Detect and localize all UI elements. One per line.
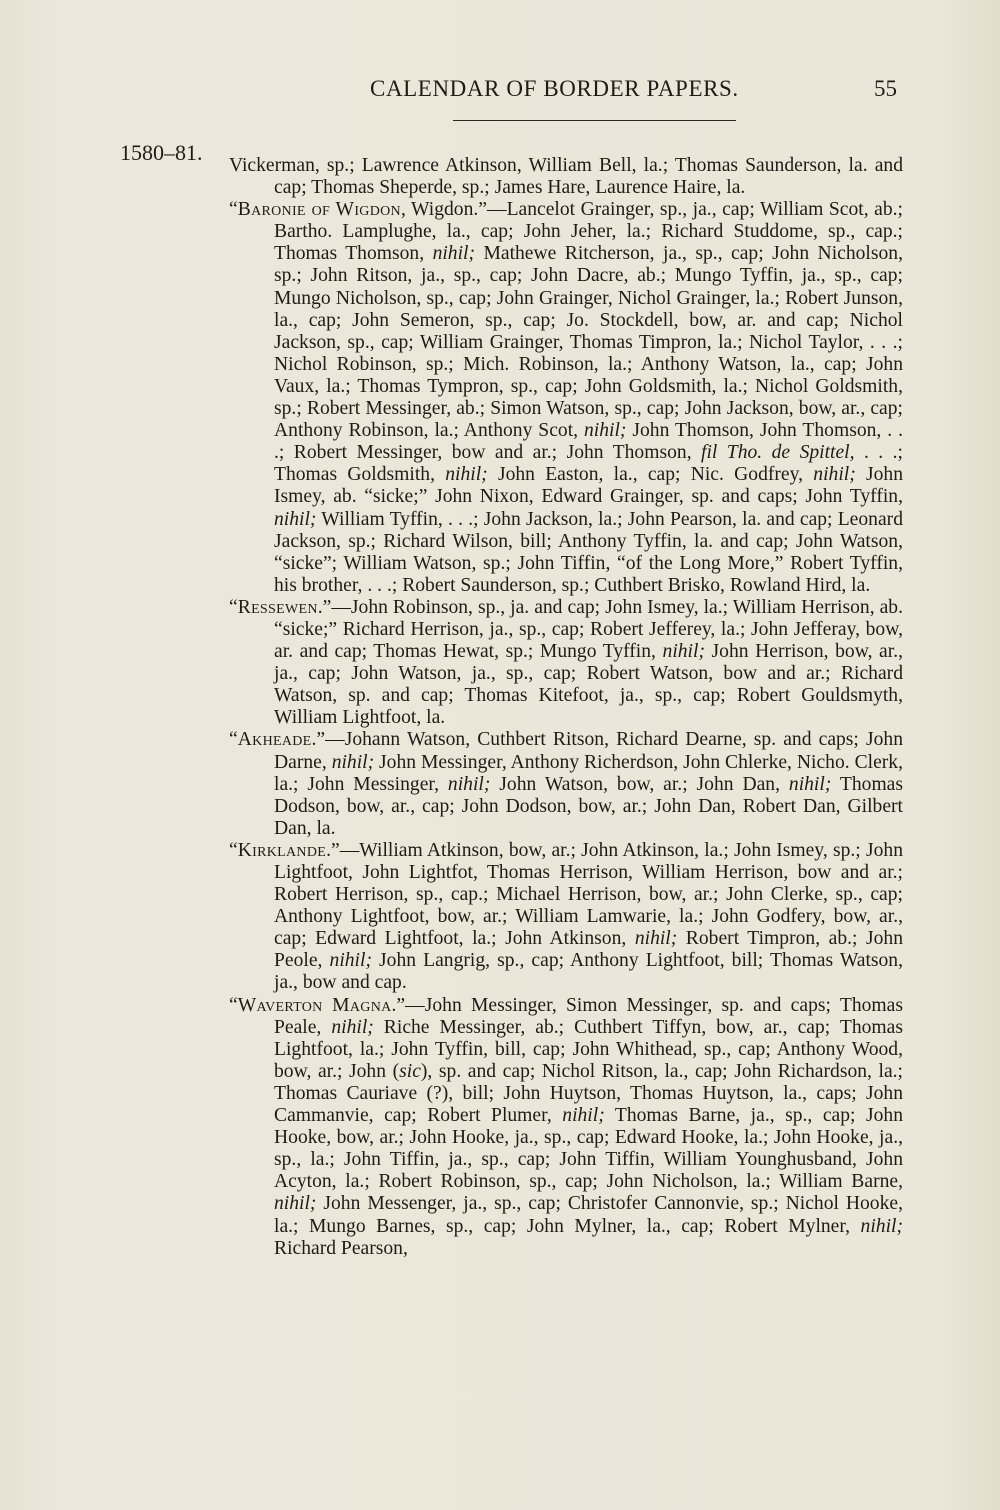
- italic-text: nihil;: [445, 464, 488, 486]
- entry-paragraph: [229, 597, 903, 730]
- entry-paragraph: [229, 995, 903, 1260]
- text-run: Thomas Barne, ja., sp., cap; John Hooke, bow, ar.; John Hooke, ja., sp., cap; Edward Hooke, la.; John Hooke, ja., sp., la.; John Tiffin, ja., sp., cap; John Tiffin, William Younghusband, John Acyton, la.; Robert Robinson, sp., cap; John Nicholson, la.; William Barne,: [274, 1105, 903, 1193]
- italic-text: nihil;: [813, 464, 856, 486]
- header-rule: [453, 120, 736, 121]
- place-heading: Kirklande: [237, 839, 327, 861]
- text-run: .”—John Robinson, sp., ja. and cap; John Ismey, la.; William Herrison, ab. “sicke;” Richard Herrison, ja., sp., cap; Robert Jefferey, la.; John Jefferay, bow, ar. and cap; Thomas Hewat, sp.; Mungo Tyffin,: [274, 596, 903, 663]
- italic-text: nihil;: [331, 751, 375, 773]
- place-heading: Baronie of Wigdon: [237, 199, 401, 221]
- text-run: John Thomson, John Thomson, . . .; Robert Messinger, bow and ar.; John Thomson,: [274, 420, 903, 464]
- place-heading: Waverton Magna: [237, 994, 392, 1016]
- text-run: “: [229, 839, 238, 861]
- entry-paragraph: [229, 840, 903, 995]
- italic-text: nihil;: [860, 1215, 903, 1237]
- italic-text: nihil;: [274, 508, 317, 530]
- text-run: .”—Johann Watson, Cuthbert Ritson, Richard Dearne, sp. and caps; John Darne,: [274, 729, 903, 773]
- text-run: Mathewe Ritcherson, ja., sp., cap; John Nicholson, sp.; John Ritson, ja., sp., cap; John Dacre, ab.; Mungo Tyffin, ja., sp., cap; Mungo Nicholson, sp., cap; John Grainger, Nichol Grainger, la.; Robert Junson, la., cap; John Semeron, sp., cap; Jo. Stockdell, bow, ar. and cap; Nichol Jackson, sp., cap; William Grainger, Thomas Timpron, la.; Nichol Taylor, . . .; Nichol Robinson, sp.; Mich. Robinson, la.; Anthony Watson, la., cap; John Vaux, la.; Thomas Tympron, sp., cap; John Goldsmith, la.; Nichol Goldsmith, sp.; Robert Messinger, ab.; Simon Watson, sp., cap; John Jackson, bow, ar., cap; Anthony Robinson, la.; Anthony Scot,: [274, 243, 903, 442]
- text-run: “: [229, 994, 238, 1016]
- page-number: 55: [874, 76, 897, 101]
- text-run: John Herrison, bow, ar., ja., cap; John Watson, ja., sp., cap; Robert Watson, bow and ar.; Richard Watson, sp. and cap; Thomas Kitefoot, ja., sp., cap; Robert Gouldsmyth, William Lightfoot, la.: [274, 641, 903, 729]
- italic-text: nihil;: [432, 243, 476, 265]
- entry-paragraph: [229, 199, 903, 597]
- italic-text: nihil;: [788, 773, 832, 795]
- text-run: John Easton, la., cap; Nic. Godfrey,: [487, 464, 814, 486]
- italic-text: nihil;: [329, 950, 372, 972]
- running-head: [0, 76, 1000, 110]
- text-run: “: [229, 729, 238, 751]
- text-run: Thomas Dodson, bow, ar., cap; John Dodson, bow, ar.; John Dan, Robert Dan, Gilbert Dan, la.: [274, 773, 904, 839]
- text-run: , Wigdon.”—Lancelot Grainger, sp., ja., cap; William Scot, ab.; Bartho. Lamplughe, la., cap; John Jeher, la.; Richard Studdome, sp., cap.; Thomas Thomson,: [274, 199, 903, 265]
- italic-text: nihil;: [634, 928, 678, 950]
- text-run: John Messinger, Anthony Richerdson, John Chlerke, Nicho. Clerk, la.; John Messinger,: [274, 751, 903, 795]
- text-run: Robert Timpron, ab.; John Peole,: [274, 928, 903, 972]
- italic-text: nihil;: [331, 1016, 374, 1038]
- italic-text: nihil;: [562, 1105, 605, 1127]
- entry-paragraph: [229, 729, 903, 839]
- italic-text: fil Tho. de Spittel,: [701, 442, 855, 464]
- text-run: Riche Messinger, ab.; Cuthbert Tiffyn, bow, ar., cap; Thomas Lightfoot, la.; John Tyffin, bill, cap; John Whithead, sp., cap; Anthony Wood, bow, ar.; John (: [274, 1016, 903, 1082]
- text-run: John Messenger, ja., sp., cap; Christofer Cannonvie, sp.; Nichol Hooke, la.; Mungo Barnes, sp., cap; John Mylner, la., cap; Robert Mylner,: [274, 1193, 903, 1237]
- place-heading: Akheade: [237, 729, 312, 751]
- text-run: .”—John Messinger, Simon Messinger, sp. and caps; Thomas Peale,: [274, 994, 903, 1038]
- text-run: .”—William Atkinson, bow, ar.; John Atkinson, la.; John Ismey, sp.; John Lightfoot, John Lightfot, Thomas Herrison, William Herrison, bow and ar.; Robert Herrison, sp., cap.; Michael Herrison, bow, ar.; John Clerke, sp., cap; Anthony Lightfoot, bow, ar.; William Lamwarie, la.; John Godfery, bow, ar., cap; Edward Lightfoot, la.; John Atkinson,: [274, 839, 903, 950]
- text-run: John Watson, bow, ar.; John Dan,: [490, 773, 789, 795]
- text-run: “: [229, 596, 238, 618]
- italic-text: nihil;: [447, 773, 491, 795]
- body-text: [229, 155, 903, 1260]
- italic-text: nihil;: [274, 1193, 317, 1215]
- place-heading: Ressewen: [237, 596, 318, 618]
- italic-text: sic: [399, 1060, 421, 1082]
- text-run: John Ismey, ab. “sicke;” John Nixon, Edward Grainger, sp. and caps; John Tyffin,: [274, 464, 903, 508]
- margin-year: 1580–81.: [120, 140, 203, 165]
- text-run: “: [229, 199, 238, 221]
- entry-paragraph: [229, 155, 903, 199]
- text-run: Vickerman, sp.; Lawrence Atkinson, William Bell, la.; Thomas Saunderson, la. and cap; Thomas Sheperde, sp.; James Hare, Laurence Haire, la.: [229, 155, 903, 199]
- text-run: . . .; Thomas Goldsmith,: [274, 442, 903, 486]
- italic-text: nihil;: [583, 420, 627, 442]
- italic-text: nihil;: [662, 641, 705, 663]
- text-run: ), sp. and cap; Nichol Ritson, la., cap; John Richardson, la.; Thomas Cauriave (?), bill; John Huytson, Thomas Huytson, la., caps; John Cammanvie, cap; Robert Plumer,: [274, 1060, 903, 1127]
- running-title: CALENDAR OF BORDER PAPERS.: [370, 76, 739, 101]
- text-run: John Langrig, sp., cap; Anthony Lightfoot, bill; Thomas Watson, ja., bow and cap.: [274, 950, 903, 994]
- text-run: Richard Pearson,: [274, 1237, 408, 1259]
- text-run: William Tyffin, . . .; John Jackson, la.; John Pearson, la. and cap; Leonard Jackson, sp.; Richard Wilson, bill; Anthony Tyffin, la. and cap; John Watson, “sicke”; William Watson, sp.; John Tiffin, “of the Long More,” Robert Tyffin, his brother, . . .; Robert Saunderson, sp.; Cuthbert Brisko, Rowland Hird, la.: [274, 508, 903, 596]
